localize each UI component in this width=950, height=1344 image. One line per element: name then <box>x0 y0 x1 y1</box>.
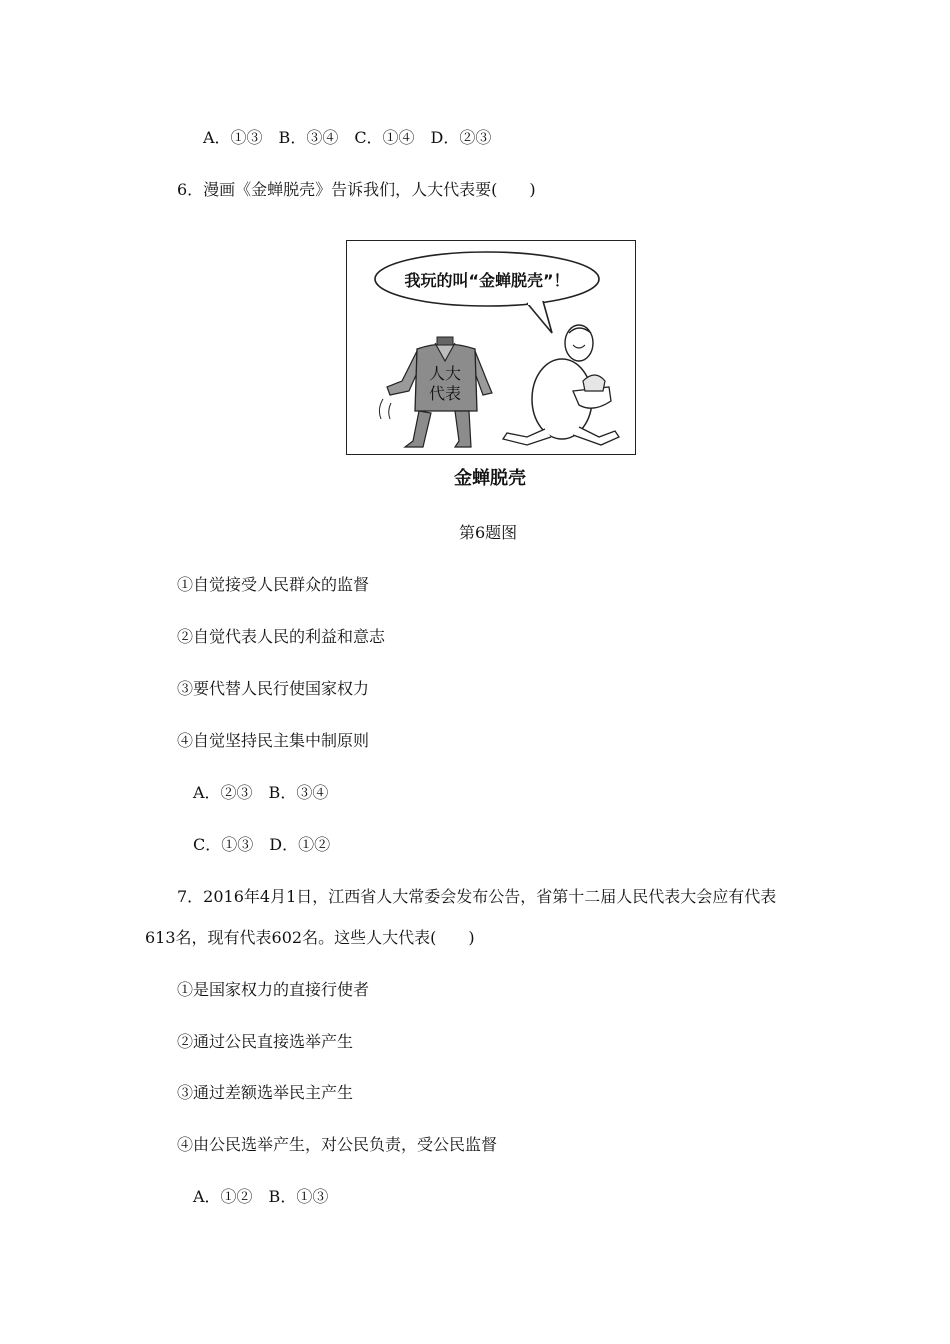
figure-caption: 第6题图 <box>459 523 518 542</box>
q6-item-2: ②自觉代表人民的利益和意志 <box>177 627 386 646</box>
q6-stem: 6．漫画《金蝉脱壳》告诉我们，人大代表要( ) <box>177 180 536 199</box>
q7-item-1: ①是国家权力的直接行使者 <box>177 980 370 999</box>
cartoon-image <box>346 240 636 455</box>
q7-item-2: ②通过公民直接选举产生 <box>177 1032 354 1051</box>
jacket-label-line1: 人大 <box>428 364 462 383</box>
speech-text: 我玩的叫“金蝉脱壳”！ <box>404 271 570 290</box>
q6-item-3: ③要代替人民行使国家权力 <box>177 679 370 698</box>
q6-options-line1: A．②③ B．③④ <box>193 783 329 802</box>
q7-stem-line1: 7．2016年4月1日，江西省人大常委会发布公告，省第十二届人民代表大会应有代表 <box>177 887 777 906</box>
q7-options-line1: A．①② B．①③ <box>193 1187 329 1206</box>
q6-options-line2: C．①③ D．①② <box>193 835 331 854</box>
q5-options: A．①③ B．③④ C．①④ D．②③ <box>203 128 492 147</box>
q7-item-3: ③通过差额选举民主产生 <box>177 1083 354 1102</box>
cartoon-drawing <box>347 241 635 454</box>
q6-item-4: ④自觉坚持民主集中制原则 <box>177 731 370 750</box>
q7-item-4: ④由公民选举产生，对公民负责，受公民监督 <box>177 1135 498 1154</box>
speech-bubble-tail <box>527 301 552 333</box>
running-man <box>503 325 619 445</box>
cartoon-title: 金蝉脱壳 <box>454 468 526 489</box>
jacket-label-line2: 代表 <box>428 384 462 403</box>
q7-stem-line2: 613名，现有代表602名。这些人大代表( ) <box>145 928 475 947</box>
q6-item-1: ①自觉接受人民群众的监督 <box>177 575 370 594</box>
